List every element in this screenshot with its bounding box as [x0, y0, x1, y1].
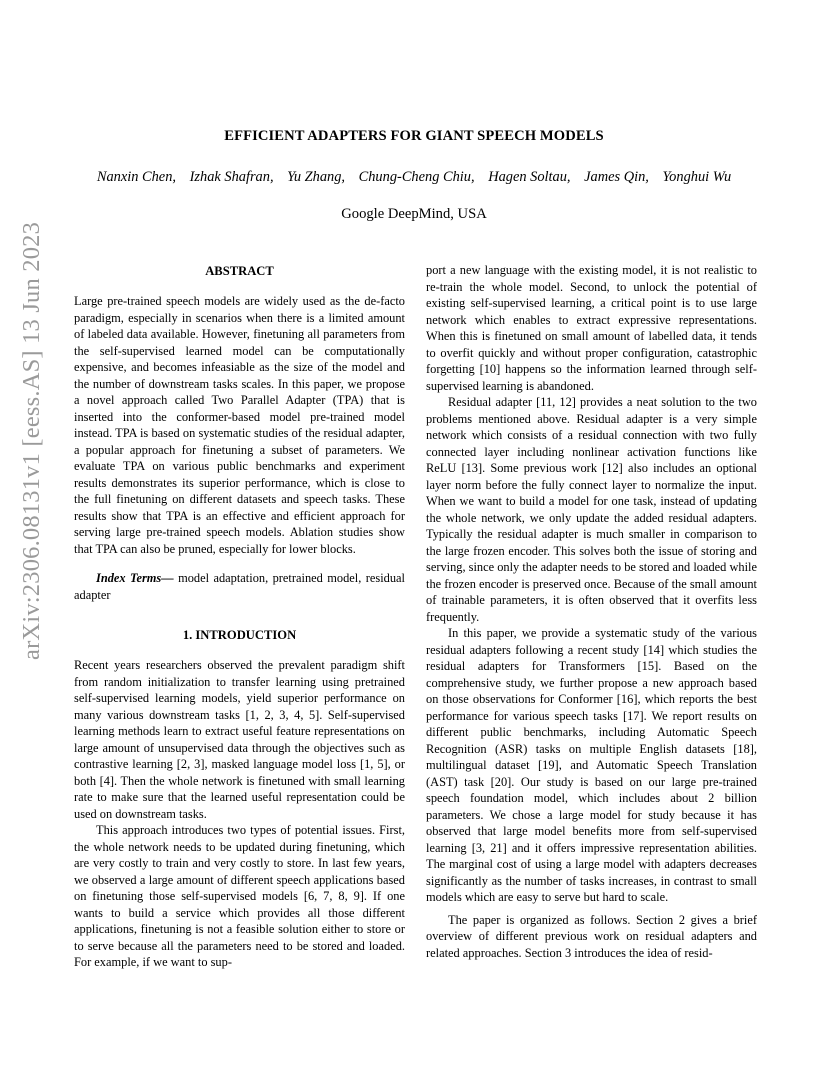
- author: Izhak Shafran,: [189, 169, 274, 185]
- intro-paragraph-2-continued: port a new language with the existing model, it is not realistic to re-train the whole model. Second, to unlock the potential of existing self-supervised learning, a critical point is to use large network which enables to extract expressive representations. When this is finetuned on small amount of labelled data, it tends to overfit quickly and without proper configuration, catastrophic forgetting [10] happens so the information learned through self-supervised learning is abandoned.: [426, 263, 757, 393]
- intro-paragraph-4: In this paper, we provide a systematic study of the various residual adapters following a recent study [14] which studies the residual adapters for Transformers [15]. Based on the comprehensive study, we further propose a new approach based on those observations for Conformer [16], which reports the best performance for various speech tasks [17]. We report results on different public benchmarks, including Automatic Speech Recognition (ASR) tasks on multiple English datasets [18], multilingual dataset [19], and Automatic Speech Translation (AST) task [20]. Our study is based on our large pre-trained speech foundation model, which includes about 2 billion parameters. We chose a large model for study because it has observed that large model benefits more from self-supervised learning [3, 21] and it offers impressive representation abilities. The marginal cost of using a large model with adapters decreases significantly as the number of tasks increases, in contrast to small models which are easy to serve but hard to scale.: [426, 626, 757, 904]
- introduction-heading: 1. INTRODUCTION: [182, 628, 297, 642]
- affiliation: Google DeepMind, USA: [341, 206, 487, 222]
- author: Yonghui Wu: [662, 169, 732, 185]
- paper-title: EFFICIENT ADAPTERS FOR GIANT SPEECH MODELS: [224, 128, 604, 144]
- intro-paragraph-2: This approach introduces two types of potential issues. First, the whole network needs to be updated during finetuning, which are very costly to train and very costly to store. In last few years, we observed a large amount of different speech applications based on finetuning those self-supervised models [6, 7, 8, 9]. If one wants to build a service which provides all those different applications, finetuning is not a feasible solution either to store or to serve because all the parameters need to be stored and loaded. For example, if we want to sup-: [74, 823, 405, 969]
- intro-paragraph-5: The paper is organized as follows. Section 2 gives a brief overview of different previous work on residual adapters and related approaches. Section 3 introduces the idea of resid-: [426, 912, 757, 960]
- intro-paragraph-3: Residual adapter [11, 12] provides a neat solution to the two problems mentioned above. Residual adapter is a very simple network which consists of a residual connection with two fully connected layer including nonlinear activation functions like ReLU [13]. Some previous work [12] also includes an optional layer norm before the fully connect layer to normalize the input. When we want to build a model for one task, instead of updating the whole network, we only update the added residual adapters. Typically the residual adapter is much smaller in comparison to the large frozen encoder. This solves both the issue of storing and serving, since only the adapter needs to be stored and loaded while the frozen encoder is preserved once. Because of the small amount of trainable parameters, it is often observed that it overfits less frequently.: [426, 395, 758, 624]
- arxiv-identifier: arXiv:2306.08131v1 [eess.AS] 13 Jun 2023: [18, 221, 45, 660]
- index-terms-label: Index Terms—: [96, 571, 174, 585]
- author: Yu Zhang,: [287, 169, 346, 185]
- author: James Qin,: [584, 169, 649, 185]
- right-column: [426, 262, 757, 961]
- abstract-heading: ABSTRACT: [205, 264, 274, 278]
- author: Chung-Cheng Chiu,: [358, 169, 475, 185]
- author: Hagen Soltau,: [488, 169, 571, 185]
- abstract-text: Large pre-trained speech models are widely used as the de-facto paradigm, especially in scenarios when there is a limited amount of labeled data available. However, finetuning all parameters from the self-supervised learned model can be computationally expensive, and becomes infeasiable as the size of the model and the number of downstream tasks scales. In this paper, we propose a novel approach called Two Parallel Adapter (TPA) that is inserted into the conformer-based model pre-trained model instead. TPA is based on systematic studies of the residual adapter, a popular approach for finetuning a subset of parameters. We evaluate TPA on various public benchmarks and experiment results demonstrates its superior performance, which is close to the full finetuning on different datasets and speech tasks. These results show that TPA is an effective and efficient approach for serving large pre-trained speech models. Ablation studies show that TPA can also be pruned, especially for lower blocks.: [74, 294, 405, 556]
- left-column: [74, 262, 405, 971]
- index-terms-text: model adaptation, pretrained model, residual adapter: [74, 571, 405, 602]
- index-terms: [74, 570, 405, 603]
- author: Nanxin Chen,: [96, 169, 176, 185]
- author-list: [0, 169, 828, 186]
- intro-paragraph-1: Recent years researchers observed the prevalent paradigm shift from random initialization to transfer learning using pretrained self-supervised learning models, yield superior performance on many various downstream tasks [1, 2, 3, 4, 5]. Self-supervised learning methods learn to extract useful feature representations on large amount of unsupervised data through the objectives such as contrastive learning [2, 3], masked language model loss [1, 5], or both [4]. Then the whole network is finetuned with small learning rate to make sure that the learned useful representation could be used on downstream tasks.: [74, 658, 405, 821]
